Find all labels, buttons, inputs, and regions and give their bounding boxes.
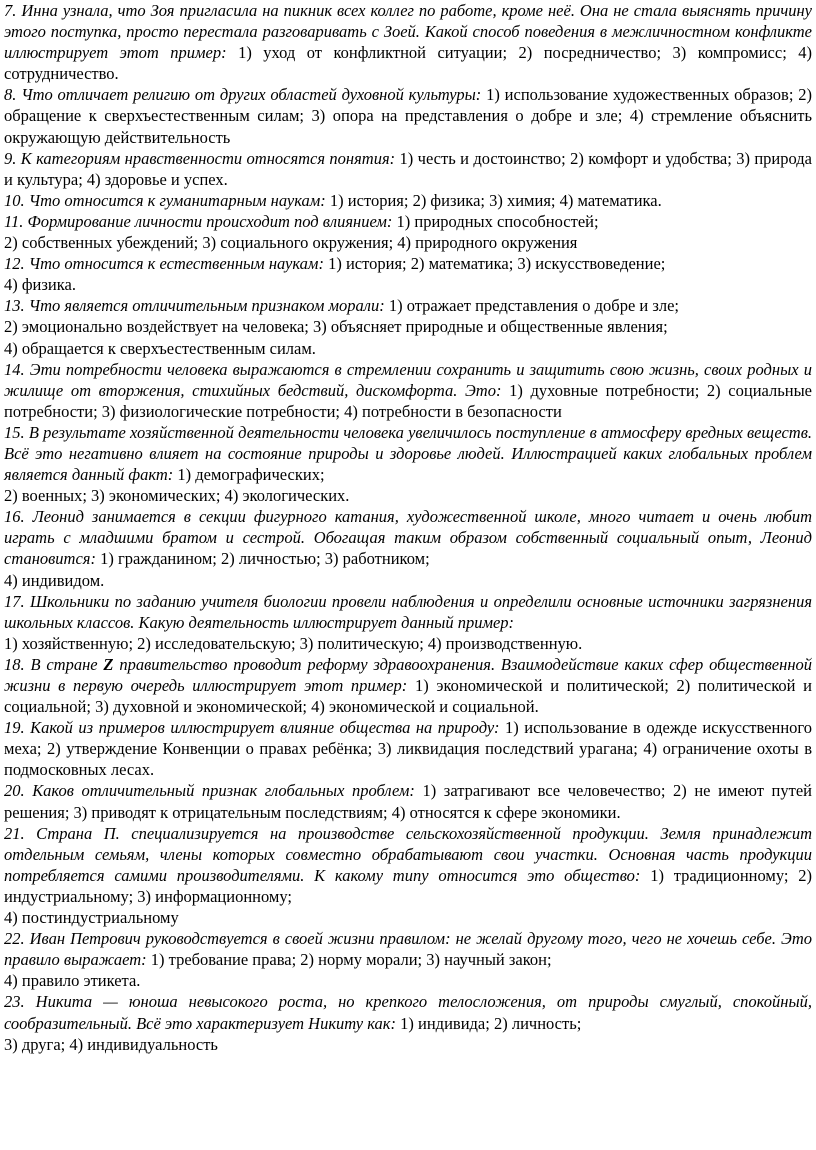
question-stem: 9. К категориям нравственности относятся понятия: (4, 148, 396, 168)
question-stem: 7. Инна узнала, что Зоя пригласила на пикник всех коллег по работе, кроме неё. Она не стала выяснять причину этого поступка, просто перестала разговаривать с Зоей. Какой способ поведения в межличностном конфликте иллюстрирует этот пример: (4, 1, 812, 63)
question-18 (4, 654, 812, 717)
question-stem: 10. Что относится к гуманитарным наукам: (4, 190, 326, 210)
answer-options: 1) природных способностей; (396, 211, 599, 231)
answer-options-line-3: 4) обращается к сверхъестественным силам. (4, 338, 316, 358)
question-stem: 21. Страна П. специализируется на производстве сельскохозяйственной продукции. Земля принадлежит отдельным семьям, члены которых совместно обрабатывают свои участки. Основная часть продукции потребляется самими производителями. К какому типу относится это общество: (4, 823, 812, 885)
country-letter: Z (103, 654, 114, 674)
question-stem-start: 18. В стране (4, 654, 104, 674)
answer-options-line-2: 4) постиндустриальному (4, 908, 179, 928)
answer-options: 1) использование художественных образов; 2) обращение к сверхъестественным силам; 3) опора на представления о добре и зле; 4) стремление объяснить окружающую действительность (4, 85, 812, 147)
answer-options: 1) затрагивают все человечество; 2) не имеют путей решения; 3) приводят к отрицательным последствиям; 4) относятся к сфере экономики. (4, 781, 812, 822)
question-8 (4, 84, 812, 147)
question-stem: 15. В результате хозяйственной деятельности человека увеличилось поступление в атмосферу вредных веществ. Всё это негативно влияет на состояние природы и здоровье людей. Иллюстрацией каких глобальных проблем является данный факт: (4, 422, 812, 485)
answer-options-line-2: 2) военных; 3) экономических; 4) экологических. (4, 486, 350, 506)
answer-options: 1) честь и достоинство; 2) комфорт и удобства; 3) природа и культура; 4) здоровье и успех. (4, 148, 812, 189)
answer-options: 1) демографических; (177, 465, 325, 485)
question-12 (4, 253, 812, 295)
question-stem: 23. Никита — юноша невысокого роста, но крепкого телосложения, от природы смуглый, спокойный, сообразительный. Всё это характеризует Никиту как: (4, 992, 812, 1033)
question-stem-end: правительство проводит реформу здравоохранения. Взаимодействие каких сфер общественной жизни в первую очередь иллюстрирует этот пример: (4, 654, 812, 695)
question-stem: 12. Что относится к естественным наукам: (4, 254, 324, 274)
question-17 (4, 591, 812, 654)
answer-options-line-2: 4) физика. (4, 275, 76, 295)
answer-options-line-2: 3) друга; 4) индивидуальность (4, 1034, 218, 1054)
question-21 (4, 823, 812, 928)
answer-options: 1) духовные потребности; 2) социальные потребности; 3) физиологические потребности; 4) потребности в безопасности (4, 380, 813, 421)
question-13 (4, 295, 812, 358)
answer-options: 1) использование в одежде искусственного меха; 2) утверждение Конвенции о правах ребёнка; 3) ликвидация последствий урагана; 4) ограничение охоты в подмосковных лесах. (4, 718, 813, 780)
answer-options: 1) история; 2) физика; 3) химия; 4) математика. (329, 190, 662, 210)
question-23 (4, 991, 812, 1054)
answer-options: 1) экономической и политической; 2) политической и социальной; 3) духовной и экономической; 4) экономической и социальной. (4, 676, 813, 717)
question-22 (4, 928, 812, 991)
answer-options: 1) история; 2) математика; 3) искусствоведение; (328, 254, 666, 274)
answer-options: 1) гражданином; 2) личностью; 3) работником; (100, 549, 430, 569)
answer-options-line-2: 4) индивидом. (4, 570, 105, 590)
question-stem: 17. Школьники по заданию учителя биологии провели наблюдения и определили основные источники загрязнения школьных классов. Какую деятельность иллюстрирует данный пример: (4, 591, 812, 632)
question-19 (4, 717, 812, 780)
question-9 (4, 148, 812, 190)
question-stem: 22. Иван Петрович руководствуется в своей жизни правилом: не желай другому того, чего не хочешь себе. Это правило выражает: (4, 929, 812, 970)
question-15 (4, 422, 812, 506)
answer-options: 1) индивида; 2) личность; (400, 1013, 582, 1033)
question-stem: 8. Что отличает религию от других областей духовной культуры: (4, 85, 482, 105)
answer-options: 1) традиционному; 2) индустриальному; 3) информационному; (4, 865, 813, 906)
answer-options: 1) уход от конфликтной ситуации; 2) посредничество; 3) компромисс; 4) сотрудничество. (4, 43, 812, 84)
question-stem: 16. Леонид занимается в секции фигурного катания, художественной школе, много читает и очень любит играть с младшими братом и сестрой. Обогащая таким образом собственный социальный опыт, Леонид становится: (4, 507, 812, 569)
question-7 (4, 0, 812, 84)
question-16 (4, 506, 812, 590)
answer-options-line-2: 2) собственных убеждений; 3) социального окружения; 4) природного окружения (4, 233, 578, 253)
question-stem: 19. Какой из примеров иллюстрирует влияние общества на природу: (4, 718, 500, 738)
question-10 (4, 190, 812, 211)
answer-options-line-2: 1) хозяйственную; 2) исследовательскую; 3) политическую; 4) производственную. (4, 633, 583, 653)
answer-options-line-2: 2) эмоционально воздействует на человека; 3) объясняет природные и общественные явления; (4, 317, 668, 337)
question-11 (4, 211, 812, 253)
question-stem: 14. Эти потребности человека выражаются в стремлении сохранить и защитить свою жизнь, своих родных и жилище от вторжения, стихийных бедствий, дискомфорта. Это: (4, 359, 812, 400)
answer-options-line-2: 4) правило этикета. (4, 971, 141, 991)
question-stem: 20. Каков отличительный признак глобальных проблем: (4, 781, 415, 801)
answer-options: 1) отражает представления о добре и зле; (388, 296, 680, 316)
question-stem: 13. Что является отличительным признаком морали: (4, 296, 385, 316)
answer-options: 1) требование права; 2) норму морали; 3) научный закон; (150, 950, 552, 970)
question-stem: 11. Формирование личности происходит под влиянием: (4, 211, 393, 231)
question-14 (4, 359, 812, 422)
question-20 (4, 780, 812, 822)
